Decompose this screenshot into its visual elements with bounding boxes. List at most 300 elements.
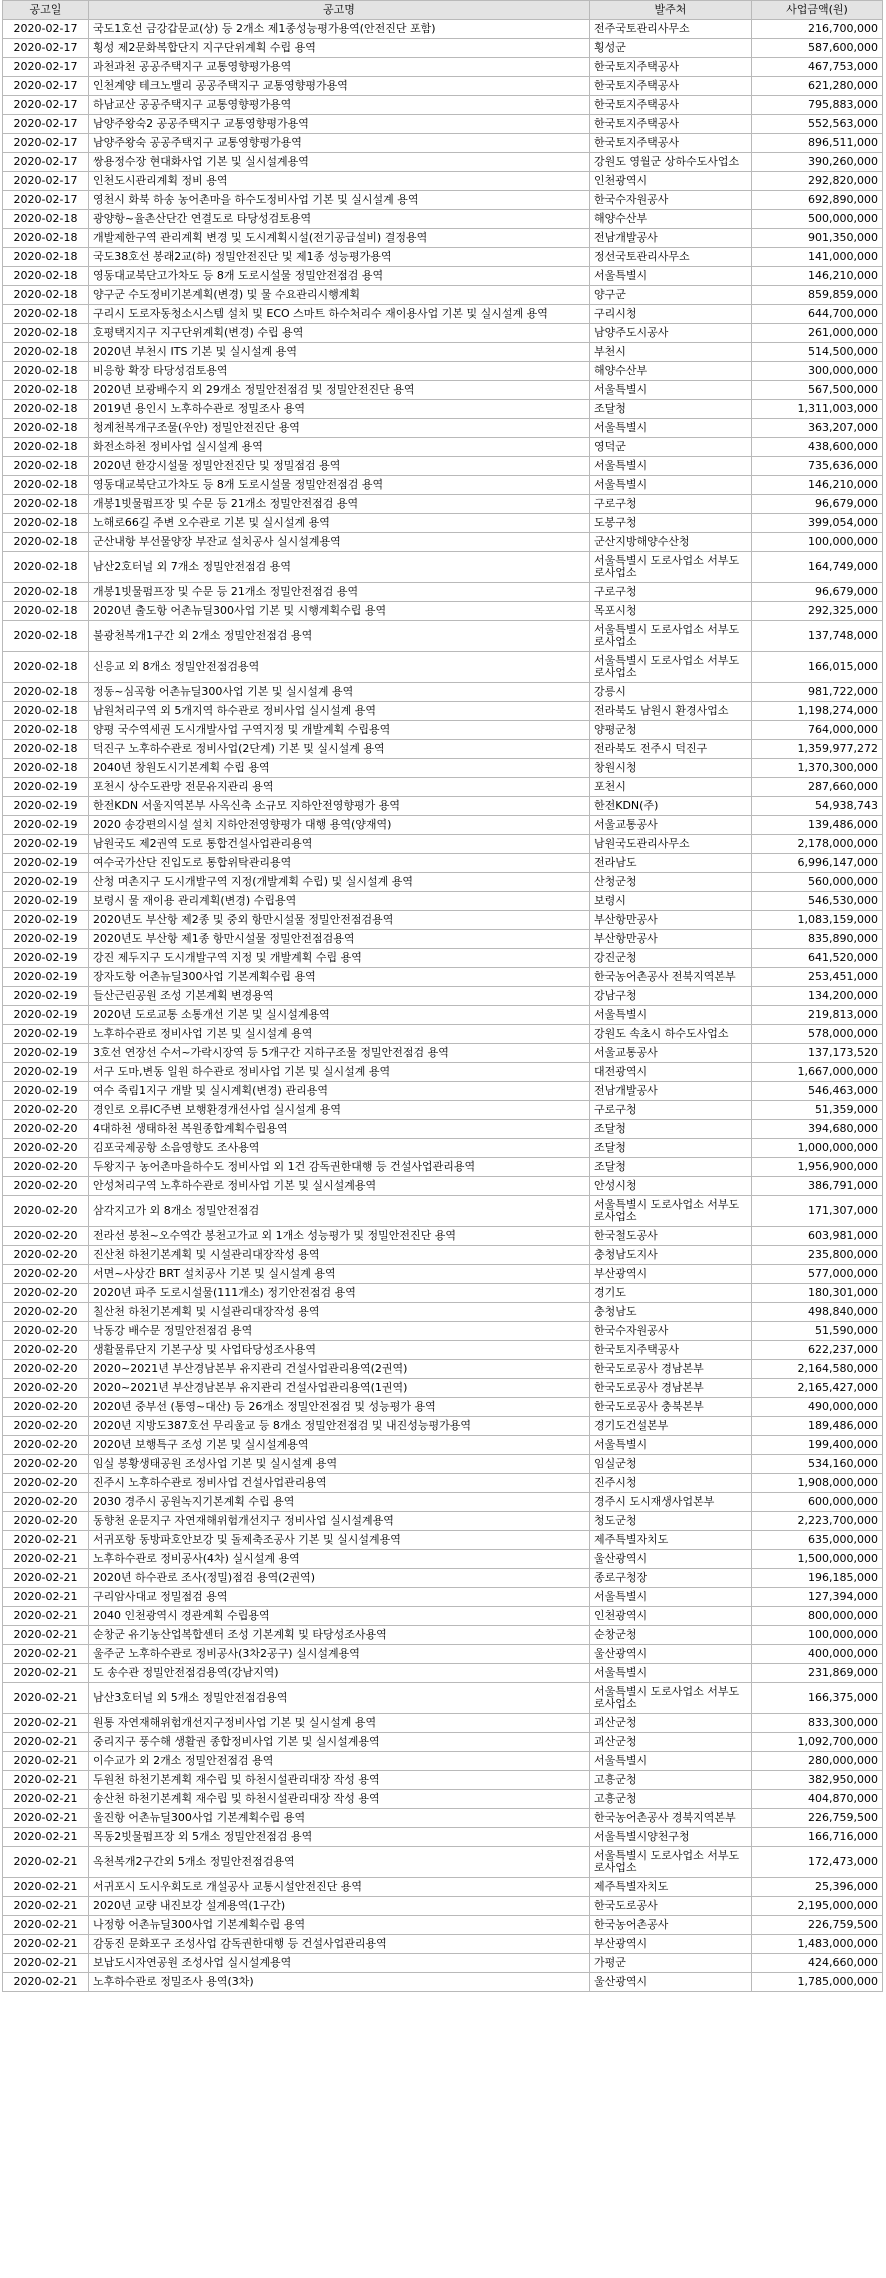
cell-date: 2020-02-21	[3, 1645, 89, 1664]
cell-date: 2020-02-19	[3, 1082, 89, 1101]
cell-date: 2020-02-18	[3, 362, 89, 381]
cell-org: 양구군	[590, 286, 752, 305]
cell-notice-name: 2020년 교량 내진보강 설계용역(1구간)	[89, 1897, 590, 1916]
cell-amount: 896,511,000	[752, 134, 883, 153]
cell-amount: 1,000,000,000	[752, 1139, 883, 1158]
cell-org: 한국철도공사	[590, 1227, 752, 1246]
cell-date: 2020-02-17	[3, 96, 89, 115]
cell-amount: 2,195,000,000	[752, 1897, 883, 1916]
cell-amount: 1,359,977,272	[752, 740, 883, 759]
table-row	[3, 930, 883, 949]
cell-notice-name: 노후하수관로 정비사업 기본 및 실시설계 용역	[89, 1025, 590, 1044]
table-row	[3, 419, 883, 438]
cell-date: 2020-02-21	[3, 1714, 89, 1733]
table-row	[3, 1417, 883, 1436]
cell-notice-name: 2040 인천광역시 경관계획 수립용역	[89, 1607, 590, 1626]
cell-date: 2020-02-18	[3, 400, 89, 419]
cell-amount: 1,785,000,000	[752, 1973, 883, 1992]
cell-org: 전라북도 전주시 덕진구	[590, 740, 752, 759]
cell-date: 2020-02-21	[3, 1550, 89, 1569]
cell-date: 2020-02-19	[3, 930, 89, 949]
table-row	[3, 1303, 883, 1322]
cell-amount: 300,000,000	[752, 362, 883, 381]
cell-notice-name: 2030 경주시 공원녹지기본계획 수립 용역	[89, 1493, 590, 1512]
table-row	[3, 134, 883, 153]
table-row	[3, 1227, 883, 1246]
cell-date: 2020-02-18	[3, 343, 89, 362]
cell-date: 2020-02-20	[3, 1379, 89, 1398]
table-row	[3, 533, 883, 552]
table-row	[3, 968, 883, 987]
table-row	[3, 1569, 883, 1588]
cell-amount: 292,325,000	[752, 602, 883, 621]
cell-org: 서울특별시 도로사업소 서부도로사업소	[590, 552, 752, 583]
cell-org: 서울특별시	[590, 1436, 752, 1455]
cell-amount: 386,791,000	[752, 1177, 883, 1196]
table-row	[3, 759, 883, 778]
table-row	[3, 1771, 883, 1790]
cell-org: 부산항만공사	[590, 930, 752, 949]
cell-amount: 146,210,000	[752, 267, 883, 286]
cell-date: 2020-02-20	[3, 1303, 89, 1322]
table-row	[3, 854, 883, 873]
table-row	[3, 457, 883, 476]
cell-date: 2020-02-20	[3, 1196, 89, 1227]
table-row	[3, 1714, 883, 1733]
cell-org: 한국토지주택공사	[590, 115, 752, 134]
cell-date: 2020-02-21	[3, 1733, 89, 1752]
cell-amount: 490,000,000	[752, 1398, 883, 1417]
cell-org: 도봉구청	[590, 514, 752, 533]
cell-org: 전라남도	[590, 854, 752, 873]
table-row	[3, 797, 883, 816]
cell-amount: 1,092,700,000	[752, 1733, 883, 1752]
cell-date: 2020-02-19	[3, 873, 89, 892]
cell-notice-name: 3호선 연장선 수서~가락시장역 등 5개구간 지하구조물 정밀안전점검 용역	[89, 1044, 590, 1063]
cell-org: 포천시	[590, 778, 752, 797]
cell-org: 전라북도 남원시 환경사업소	[590, 702, 752, 721]
cell-org: 한국토지주택공사	[590, 58, 752, 77]
cell-amount: 1,370,300,000	[752, 759, 883, 778]
cell-org: 한국도로공사 경남본부	[590, 1379, 752, 1398]
cell-notice-name: 4대하천 생태하천 복원종합계획수립용역	[89, 1120, 590, 1139]
cell-date: 2020-02-19	[3, 1063, 89, 1082]
cell-notice-name: 옥천복개2구간외 5개소 정밀안전점검용역	[89, 1847, 590, 1878]
cell-date: 2020-02-18	[3, 476, 89, 495]
table-row	[3, 438, 883, 457]
cell-amount: 498,840,000	[752, 1303, 883, 1322]
cell-org: 청도군청	[590, 1512, 752, 1531]
cell-date: 2020-02-21	[3, 1790, 89, 1809]
cell-amount: 546,530,000	[752, 892, 883, 911]
cell-date: 2020-02-20	[3, 1322, 89, 1341]
cell-org: 강릉시	[590, 683, 752, 702]
cell-date: 2020-02-21	[3, 1828, 89, 1847]
cell-notice-name: 2020~2021년 부산경남본부 유지관리 건설사업관리용역(1권역)	[89, 1379, 590, 1398]
table-row	[3, 1683, 883, 1714]
cell-date: 2020-02-20	[3, 1101, 89, 1120]
cell-org: 한국토지주택공사	[590, 1341, 752, 1360]
cell-amount: 280,000,000	[752, 1752, 883, 1771]
table-row	[3, 816, 883, 835]
column-header-amount: 사업금액(원)	[752, 1, 883, 20]
cell-notice-name: 동향천 운문지구 자연재해위험개선지구 정비사업 실시설계용역	[89, 1512, 590, 1531]
cell-amount: 146,210,000	[752, 476, 883, 495]
cell-notice-name: 두왕지구 농어촌마을하수도 정비사업 외 1건 감독권한대행 등 건설사업관리용역	[89, 1158, 590, 1177]
cell-notice-name: 2020년 한강시설물 정밀안전진단 및 정밀점검 용역	[89, 457, 590, 476]
cell-date: 2020-02-21	[3, 1878, 89, 1897]
cell-date: 2020-02-18	[3, 305, 89, 324]
cell-notice-name: 2020년 보광배수지 외 29개소 정밀안전점검 및 정밀안전진단 용역	[89, 381, 590, 400]
cell-notice-name: 2020년 부천시 ITS 기본 및 실시설계 용역	[89, 343, 590, 362]
table-row	[3, 210, 883, 229]
cell-org: 안성시청	[590, 1177, 752, 1196]
cell-notice-name: 서면~사상간 BRT 설치공사 기본 및 실시설계 용역	[89, 1265, 590, 1284]
cell-org: 서울특별시	[590, 1664, 752, 1683]
table-row	[3, 740, 883, 759]
table-row	[3, 873, 883, 892]
cell-date: 2020-02-20	[3, 1265, 89, 1284]
cell-notice-name: 한전KDN 서울지역본부 사옥신축 소규모 지하안전영향평가 용역	[89, 797, 590, 816]
cell-amount: 139,486,000	[752, 816, 883, 835]
table-row	[3, 362, 883, 381]
cell-org: 인천광역시	[590, 172, 752, 191]
cell-date: 2020-02-19	[3, 797, 89, 816]
cell-org: 구로구청	[590, 495, 752, 514]
cell-date: 2020-02-20	[3, 1158, 89, 1177]
cell-org: 진주시청	[590, 1474, 752, 1493]
cell-date: 2020-02-18	[3, 621, 89, 652]
table-row	[3, 1139, 883, 1158]
table-row	[3, 1158, 883, 1177]
cell-org: 종로구청장	[590, 1569, 752, 1588]
cell-amount: 424,660,000	[752, 1954, 883, 1973]
cell-notice-name: 남원국도 제2권역 도로 통합건설사업관리용역	[89, 835, 590, 854]
cell-org: 서울특별시 도로사업소 서부도로사업소	[590, 1847, 752, 1878]
table-row	[3, 1916, 883, 1935]
cell-org: 울산광역시	[590, 1550, 752, 1569]
cell-notice-name: 2020년 지방도387호선 무리울교 등 8개소 정밀안전점검 및 내진성능평가용역	[89, 1417, 590, 1436]
cell-date: 2020-02-18	[3, 533, 89, 552]
cell-date: 2020-02-18	[3, 583, 89, 602]
cell-notice-name: 원통 자연재해위험개선지구정비사업 기본 및 실시설계 용역	[89, 1714, 590, 1733]
cell-org: 고흥군청	[590, 1790, 752, 1809]
cell-org: 한국토지주택공사	[590, 77, 752, 96]
cell-date: 2020-02-17	[3, 191, 89, 210]
table-row	[3, 949, 883, 968]
cell-amount: 404,870,000	[752, 1790, 883, 1809]
cell-notice-name: 국도1호선 금강갑문교(상) 등 2개소 제1종성능평가용역(안전진단 포함)	[89, 20, 590, 39]
cell-amount: 560,000,000	[752, 873, 883, 892]
cell-date: 2020-02-21	[3, 1569, 89, 1588]
cell-amount: 219,813,000	[752, 1006, 883, 1025]
table-row	[3, 1063, 883, 1082]
cell-amount: 96,679,000	[752, 583, 883, 602]
table-row	[3, 1265, 883, 1284]
cell-date: 2020-02-20	[3, 1398, 89, 1417]
cell-notice-name: 2020년 도로교통 소통개선 기본 및 실시설계용역	[89, 1006, 590, 1025]
cell-date: 2020-02-20	[3, 1139, 89, 1158]
cell-org: 충청남도지사	[590, 1246, 752, 1265]
cell-amount: 622,237,000	[752, 1341, 883, 1360]
cell-amount: 25,396,000	[752, 1878, 883, 1897]
cell-notice-name: 남양주왕숙 공공주택지구 교통영향평가용역	[89, 134, 590, 153]
cell-amount: 735,636,000	[752, 457, 883, 476]
cell-amount: 2,178,000,000	[752, 835, 883, 854]
table-row	[3, 1196, 883, 1227]
table-row	[3, 286, 883, 305]
cell-notice-name: 나정항 어촌뉴딜300사업 기본계획수립 용역	[89, 1916, 590, 1935]
cell-notice-name: 경인로 오류IC주변 보행환경개선사업 실시설계 용역	[89, 1101, 590, 1120]
cell-date: 2020-02-18	[3, 381, 89, 400]
cell-org: 부산항만공사	[590, 911, 752, 930]
cell-amount: 164,749,000	[752, 552, 883, 583]
cell-notice-name: 울진항 어촌뉴딜300사업 기본계획수립 용역	[89, 1809, 590, 1828]
cell-org: 강원도 영월군 상하수도사업소	[590, 153, 752, 172]
cell-org: 해양수산부	[590, 210, 752, 229]
cell-org: 순창군청	[590, 1626, 752, 1645]
cell-org: 강원도 속초시 하수도사업소	[590, 1025, 752, 1044]
cell-amount: 226,759,500	[752, 1916, 883, 1935]
cell-notice-name: 남산2호터널 외 7개소 정밀안전점검 용역	[89, 552, 590, 583]
table-row	[3, 1733, 883, 1752]
table-row	[3, 1341, 883, 1360]
cell-org: 정선국토관리사무소	[590, 248, 752, 267]
cell-notice-name: 영동대교북단고가차도 등 8개 도로시설물 정밀안전점검 용역	[89, 476, 590, 495]
cell-amount: 467,753,000	[752, 58, 883, 77]
cell-amount: 226,759,500	[752, 1809, 883, 1828]
cell-org: 서울특별시	[590, 381, 752, 400]
table-row	[3, 1322, 883, 1341]
cell-notice-name: 국도38호선 봉래2교(하) 정밀안전진단 및 제1종 성능평가용역	[89, 248, 590, 267]
cell-amount: 127,394,000	[752, 1588, 883, 1607]
cell-date: 2020-02-21	[3, 1664, 89, 1683]
cell-notice-name: 목동2빗물펌프장 외 5개소 정밀안전점검 용역	[89, 1828, 590, 1847]
cell-date: 2020-02-21	[3, 1607, 89, 1626]
cell-notice-name: 정동~심곡항 어촌뉴딜300사업 기본 및 실시설계 용역	[89, 683, 590, 702]
cell-amount: 603,981,000	[752, 1227, 883, 1246]
cell-amount: 100,000,000	[752, 533, 883, 552]
cell-date: 2020-02-20	[3, 1493, 89, 1512]
cell-date: 2020-02-19	[3, 1044, 89, 1063]
cell-amount: 196,185,000	[752, 1569, 883, 1588]
cell-amount: 692,890,000	[752, 191, 883, 210]
table-row	[3, 1531, 883, 1550]
cell-amount: 859,859,000	[752, 286, 883, 305]
cell-org: 강남구청	[590, 987, 752, 1006]
cell-org: 부산광역시	[590, 1935, 752, 1954]
cell-notice-name: 2019년 용인시 노후하수관로 정밀조사 용역	[89, 400, 590, 419]
cell-notice-name: 중리지구 풍수해 생활권 종합정비사업 기본 및 실시설계용역	[89, 1733, 590, 1752]
cell-amount: 2,165,427,000	[752, 1379, 883, 1398]
cell-date: 2020-02-19	[3, 968, 89, 987]
cell-amount: 587,600,000	[752, 39, 883, 58]
cell-date: 2020-02-21	[3, 1683, 89, 1714]
cell-notice-name: 포천시 상수도관망 전문유지관리 용역	[89, 778, 590, 797]
cell-org: 횡성군	[590, 39, 752, 58]
cell-notice-name: 진산천 하천기본계획 및 시설관리대장작성 용역	[89, 1246, 590, 1265]
cell-amount: 577,000,000	[752, 1265, 883, 1284]
cell-date: 2020-02-18	[3, 683, 89, 702]
cell-amount: 1,667,000,000	[752, 1063, 883, 1082]
cell-date: 2020-02-21	[3, 1588, 89, 1607]
cell-amount: 641,520,000	[752, 949, 883, 968]
cell-org: 조달청	[590, 1158, 752, 1177]
cell-org: 서울특별시 도로사업소 서부도로사업소	[590, 621, 752, 652]
cell-notice-name: 서귀포항 동방파호안보강 및 돌제축조공사 기본 및 실시설계용역	[89, 1531, 590, 1550]
cell-amount: 835,890,000	[752, 930, 883, 949]
cell-notice-name: 강진 제두지구 도시개발구역 지정 및 개발계획 수립 용역	[89, 949, 590, 968]
cell-date: 2020-02-17	[3, 39, 89, 58]
table-row	[3, 1897, 883, 1916]
cell-amount: 534,160,000	[752, 1455, 883, 1474]
cell-amount: 567,500,000	[752, 381, 883, 400]
cell-org: 남양주도시공사	[590, 324, 752, 343]
cell-org: 경주시 도시재생사업본부	[590, 1493, 752, 1512]
cell-org: 가평군	[590, 1954, 752, 1973]
table-body	[3, 20, 883, 1992]
table-row	[3, 153, 883, 172]
cell-org: 구로구청	[590, 583, 752, 602]
cell-org: 부천시	[590, 343, 752, 362]
cell-notice-name: 이수교가 외 2개소 정밀안전점검 용역	[89, 1752, 590, 1771]
table-row	[3, 1379, 883, 1398]
cell-amount: 166,015,000	[752, 652, 883, 683]
cell-org: 인천광역시	[590, 1607, 752, 1626]
cell-notice-name: 양평 국수역세권 도시개발사업 구역지정 및 개발계획 수립용역	[89, 721, 590, 740]
cell-notice-name: 영동대교북단고가차도 등 8개 도로시설물 정밀안전점검 용역	[89, 267, 590, 286]
cell-date: 2020-02-20	[3, 1474, 89, 1493]
table-row	[3, 583, 883, 602]
cell-amount: 231,869,000	[752, 1664, 883, 1683]
cell-amount: 6,996,147,000	[752, 854, 883, 873]
table-row	[3, 191, 883, 210]
table-row	[3, 1177, 883, 1196]
cell-org: 영덕군	[590, 438, 752, 457]
table-row	[3, 20, 883, 39]
cell-org: 한국수자원공사	[590, 1322, 752, 1341]
table-row	[3, 324, 883, 343]
table-row	[3, 702, 883, 721]
cell-date: 2020-02-21	[3, 1916, 89, 1935]
cell-date: 2020-02-17	[3, 153, 89, 172]
cell-notice-name: 전라선 봉천~오수역간 봉천고가교 외 1개소 성능평가 및 정밀안전진단 용역	[89, 1227, 590, 1246]
table-row	[3, 1588, 883, 1607]
cell-amount: 764,000,000	[752, 721, 883, 740]
cell-amount: 134,200,000	[752, 987, 883, 1006]
cell-org: 제주특별자치도	[590, 1878, 752, 1897]
cell-date: 2020-02-19	[3, 778, 89, 797]
table-row	[3, 514, 883, 533]
cell-date: 2020-02-18	[3, 514, 89, 533]
table-row	[3, 58, 883, 77]
table-row	[3, 77, 883, 96]
cell-org: 괴산군청	[590, 1733, 752, 1752]
cell-org: 한국농어촌공사 전북지역본부	[590, 968, 752, 987]
cell-notice-name: 보령시 물 재이용 관리계획(변경) 수립용역	[89, 892, 590, 911]
cell-date: 2020-02-18	[3, 759, 89, 778]
cell-amount: 500,000,000	[752, 210, 883, 229]
cell-org: 경기도건설본부	[590, 1417, 752, 1436]
cell-org: 전남개발공사	[590, 1082, 752, 1101]
table-row	[3, 1493, 883, 1512]
table-row	[3, 229, 883, 248]
cell-date: 2020-02-18	[3, 324, 89, 343]
table-row	[3, 1512, 883, 1531]
cell-date: 2020-02-18	[3, 248, 89, 267]
cell-date: 2020-02-21	[3, 1626, 89, 1645]
cell-notice-name: 개봉1빗물펌프장 및 수문 등 21개소 정밀안전점검 용역	[89, 495, 590, 514]
table-row	[3, 1752, 883, 1771]
cell-org: 전주국토관리사무소	[590, 20, 752, 39]
cell-notice-name: 불광천복개1구간 외 2개소 정밀안전점검 용역	[89, 621, 590, 652]
cell-org: 서울특별시	[590, 419, 752, 438]
cell-notice-name: 삼각지고가 외 8개소 정밀안전점검	[89, 1196, 590, 1227]
cell-date: 2020-02-20	[3, 1177, 89, 1196]
cell-org: 고흥군청	[590, 1771, 752, 1790]
cell-org: 조달청	[590, 1120, 752, 1139]
table-row	[3, 911, 883, 930]
cell-notice-name: 남산3호터널 외 5개소 정밀안전점검용역	[89, 1683, 590, 1714]
cell-notice-name: 화전소하천 정비사업 실시설계 용역	[89, 438, 590, 457]
cell-notice-name: 여수국가산단 진입도로 통합위탁관리용역	[89, 854, 590, 873]
table-row	[3, 721, 883, 740]
cell-notice-name: 울주군 노후하수관로 정비공사(3차2공구) 실시설계용역	[89, 1645, 590, 1664]
cell-notice-name: 구리암사대교 정밀점검 용역	[89, 1588, 590, 1607]
table-row	[3, 1436, 883, 1455]
cell-org: 조달청	[590, 400, 752, 419]
cell-org: 대전광역시	[590, 1063, 752, 1082]
cell-org: 군산지방해양수산청	[590, 533, 752, 552]
cell-notice-name: 영천시 화북 하송 농어촌마을 하수도정비사업 기본 및 실시설계 용역	[89, 191, 590, 210]
cell-notice-name: 양구군 수도정비기본계획(변경) 및 물 수요관리시행계획	[89, 286, 590, 305]
cell-notice-name: 노해로66길 주변 오수관로 기본 및 실시설계 용역	[89, 514, 590, 533]
cell-org: 괴산군청	[590, 1714, 752, 1733]
cell-notice-name: 칠산천 하천기본계획 및 시설관리대장작성 용역	[89, 1303, 590, 1322]
cell-date: 2020-02-20	[3, 1120, 89, 1139]
cell-date: 2020-02-18	[3, 419, 89, 438]
cell-notice-name: 서구 도마,변동 일원 하수관로 정비사업 기본 및 실시설계 용역	[89, 1063, 590, 1082]
cell-org: 한국수자원공사	[590, 191, 752, 210]
cell-date: 2020-02-18	[3, 438, 89, 457]
table-row	[3, 381, 883, 400]
cell-org: 서울특별시	[590, 1006, 752, 1025]
cell-org: 서울특별시	[590, 1752, 752, 1771]
cell-org: 서울교통공사	[590, 816, 752, 835]
cell-amount: 1,500,000,000	[752, 1550, 883, 1569]
cell-org: 산청군청	[590, 873, 752, 892]
table-row	[3, 1847, 883, 1878]
cell-date: 2020-02-20	[3, 1246, 89, 1265]
cell-date: 2020-02-19	[3, 892, 89, 911]
table-row	[3, 1645, 883, 1664]
cell-amount: 382,950,000	[752, 1771, 883, 1790]
table-row	[3, 1550, 883, 1569]
cell-notice-name: 2020 송강편의시설 설치 지하안전영향평가 대행 용역(양재역)	[89, 816, 590, 835]
column-header-date: 공고일	[3, 1, 89, 20]
cell-date: 2020-02-21	[3, 1954, 89, 1973]
cell-notice-name: 2020년 파주 도로시설물(111개소) 정기안전점검 용역	[89, 1284, 590, 1303]
cell-amount: 2,164,580,000	[752, 1360, 883, 1379]
cell-org: 해양수산부	[590, 362, 752, 381]
cell-amount: 901,350,000	[752, 229, 883, 248]
cell-date: 2020-02-21	[3, 1771, 89, 1790]
cell-notice-name: 과천과천 공공주택지구 교통영향평가용역	[89, 58, 590, 77]
cell-date: 2020-02-20	[3, 1417, 89, 1436]
table-row	[3, 1607, 883, 1626]
cell-org: 서울특별시	[590, 457, 752, 476]
cell-notice-name: 김포국제공항 소음영향도 조사용역	[89, 1139, 590, 1158]
